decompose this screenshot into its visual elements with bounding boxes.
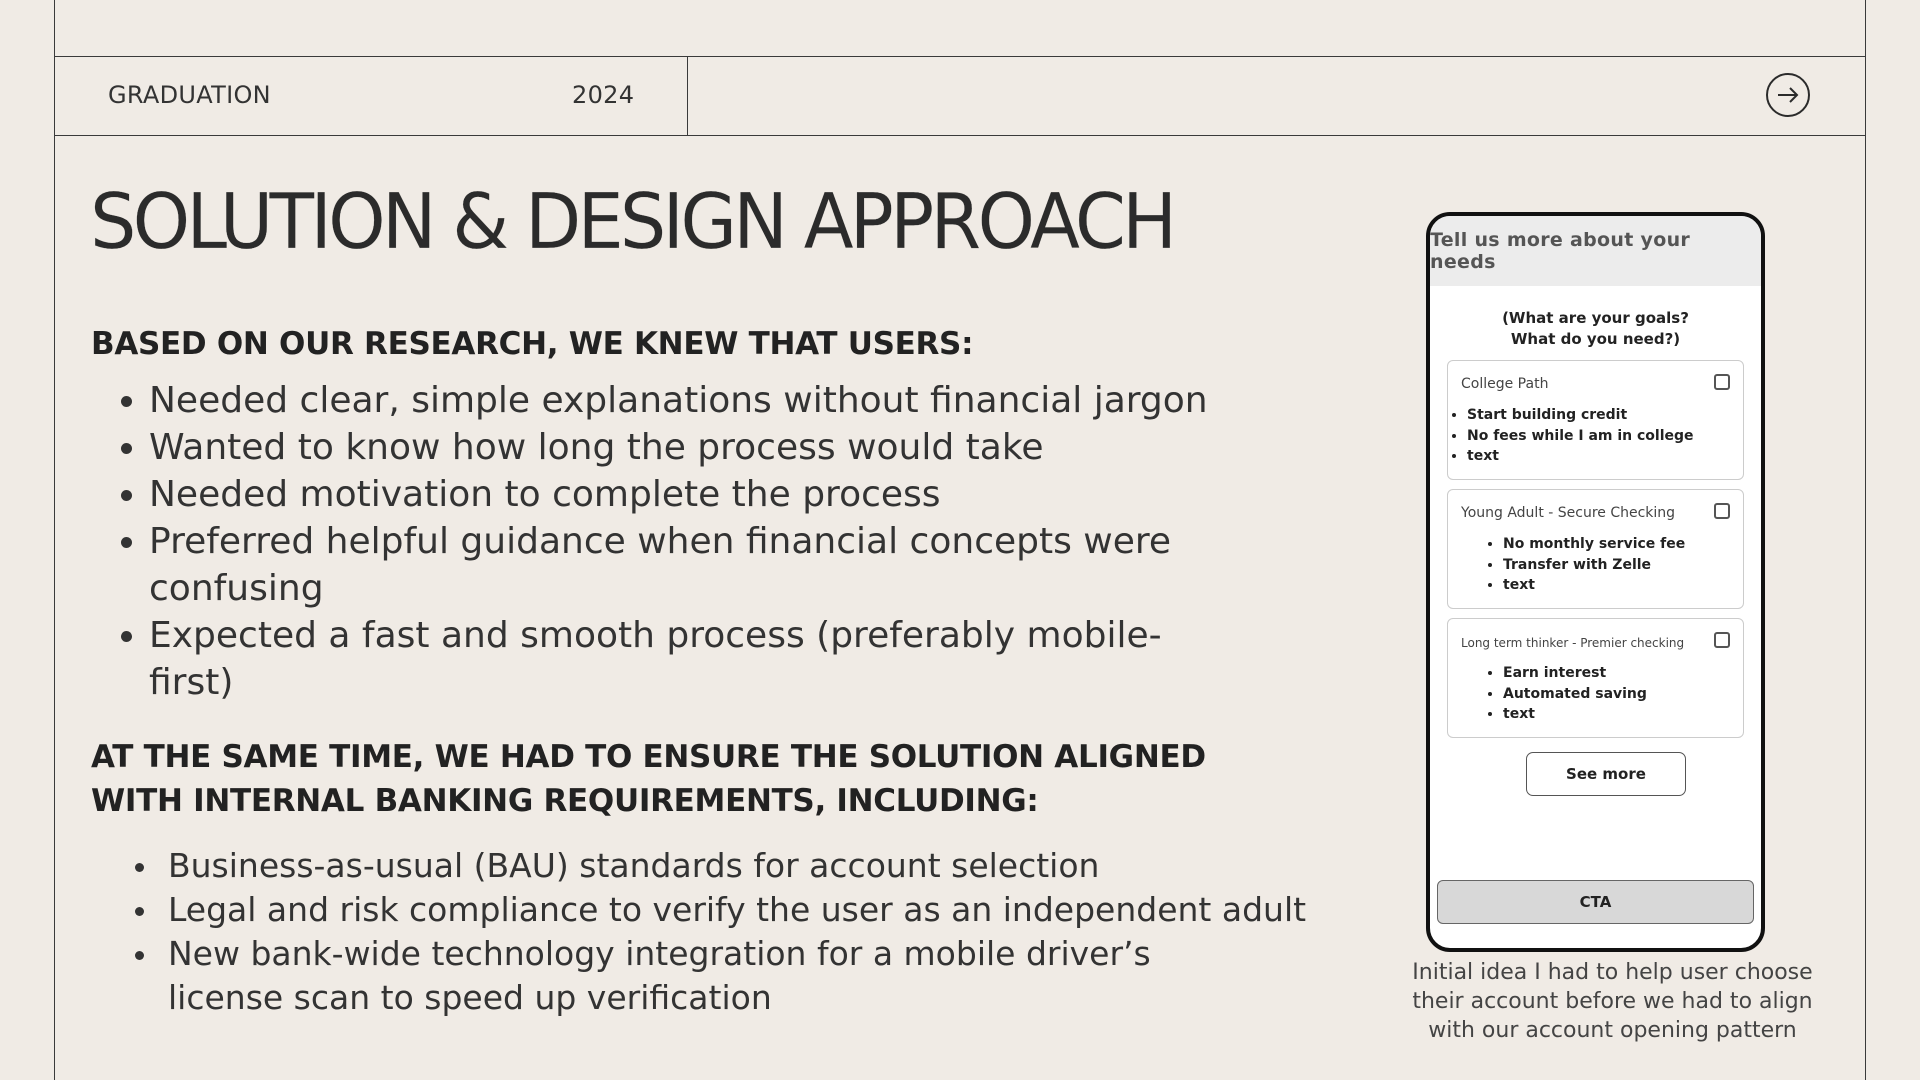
card-title: College Path [1461,376,1549,392]
header-year: 2024 [572,81,635,109]
card-bullets [1455,405,1694,467]
next-button[interactable] [1766,73,1810,117]
list-item: • Earn interest [1503,663,1647,684]
phone-header: Tell us more about your needs [1430,216,1761,286]
list-item: • Wanted to know how long the process would take [149,424,1209,471]
page-title: SOLUTION & DESIGN APPROACH [90,178,1174,267]
list-item: • Preferred helpful guidance when financial concepts were confusing [149,518,1209,612]
header-bottom-border [54,135,1866,136]
list-item: • Transfer with Zelle [1503,555,1685,576]
list-item: • Business-as-usual (BAU) standards for account selection [160,844,1340,888]
card-bullets [1491,534,1685,596]
account-card-long-term-thinker[interactable] [1447,618,1744,738]
frame-right-border [1865,0,1866,1080]
list-item: • text [1467,446,1694,467]
list-item: • Expected a fast and smooth process (preferably mobile-first) [149,612,1209,706]
research-list [90,377,1209,706]
list-item: • Start building credit [1467,405,1694,426]
card-checkbox[interactable] [1714,632,1730,648]
card-title: Long term thinker - Premier checking [1461,636,1685,650]
list-item: • Legal and risk compliance to verify the user as an independent adult [160,888,1340,932]
requirements-heading: AT THE SAME TIME, WE HAD TO ENSURE THE SOLUTION ALIGNED WITH INTERNAL BANKING REQUIREMENTS, INCLUDING: [91,739,1206,819]
header-top-border [54,56,1866,57]
account-card-college-path[interactable] [1447,360,1744,480]
requirements-list [105,844,1340,1020]
card-checkbox[interactable] [1714,503,1730,519]
arrow-right-circle-icon [1776,85,1800,105]
account-card-young-adult[interactable] [1447,489,1744,609]
cta-button[interactable]: CTA [1437,880,1754,924]
see-more-button[interactable]: See more [1526,752,1686,796]
phone-mockup [1426,212,1765,952]
frame-left-border [54,0,55,1080]
list-item: • New bank-wide technology integration for a mobile driver’s license scan to speed up verification [160,932,1208,1020]
phone-caption: Initial idea I had to help user choose their account before we had to align with our account opening pattern [1412,960,1813,1043]
card-title: Young Adult - Secure Checking [1461,505,1676,521]
list-item: • text [1503,575,1685,596]
list-item: • Needed motivation to complete the process [149,471,1209,518]
list-item: • No fees while I am in college [1467,426,1694,447]
card-bullets [1491,663,1647,725]
list-item: • Needed clear, simple explanations without financial jargon [149,377,1209,424]
list-item: • Automated saving [1503,684,1647,705]
research-heading: BASED ON OUR RESEARCH, WE KNEW THAT USERS: [91,326,974,362]
list-item: • text [1503,704,1647,725]
card-checkbox[interactable] [1714,374,1730,390]
goals-prompt: (What are your goals? What do you need?) [1502,309,1689,348]
header-label: GRADUATION [108,81,271,109]
header-divider [687,56,688,136]
list-item: • No monthly service fee [1503,534,1685,555]
